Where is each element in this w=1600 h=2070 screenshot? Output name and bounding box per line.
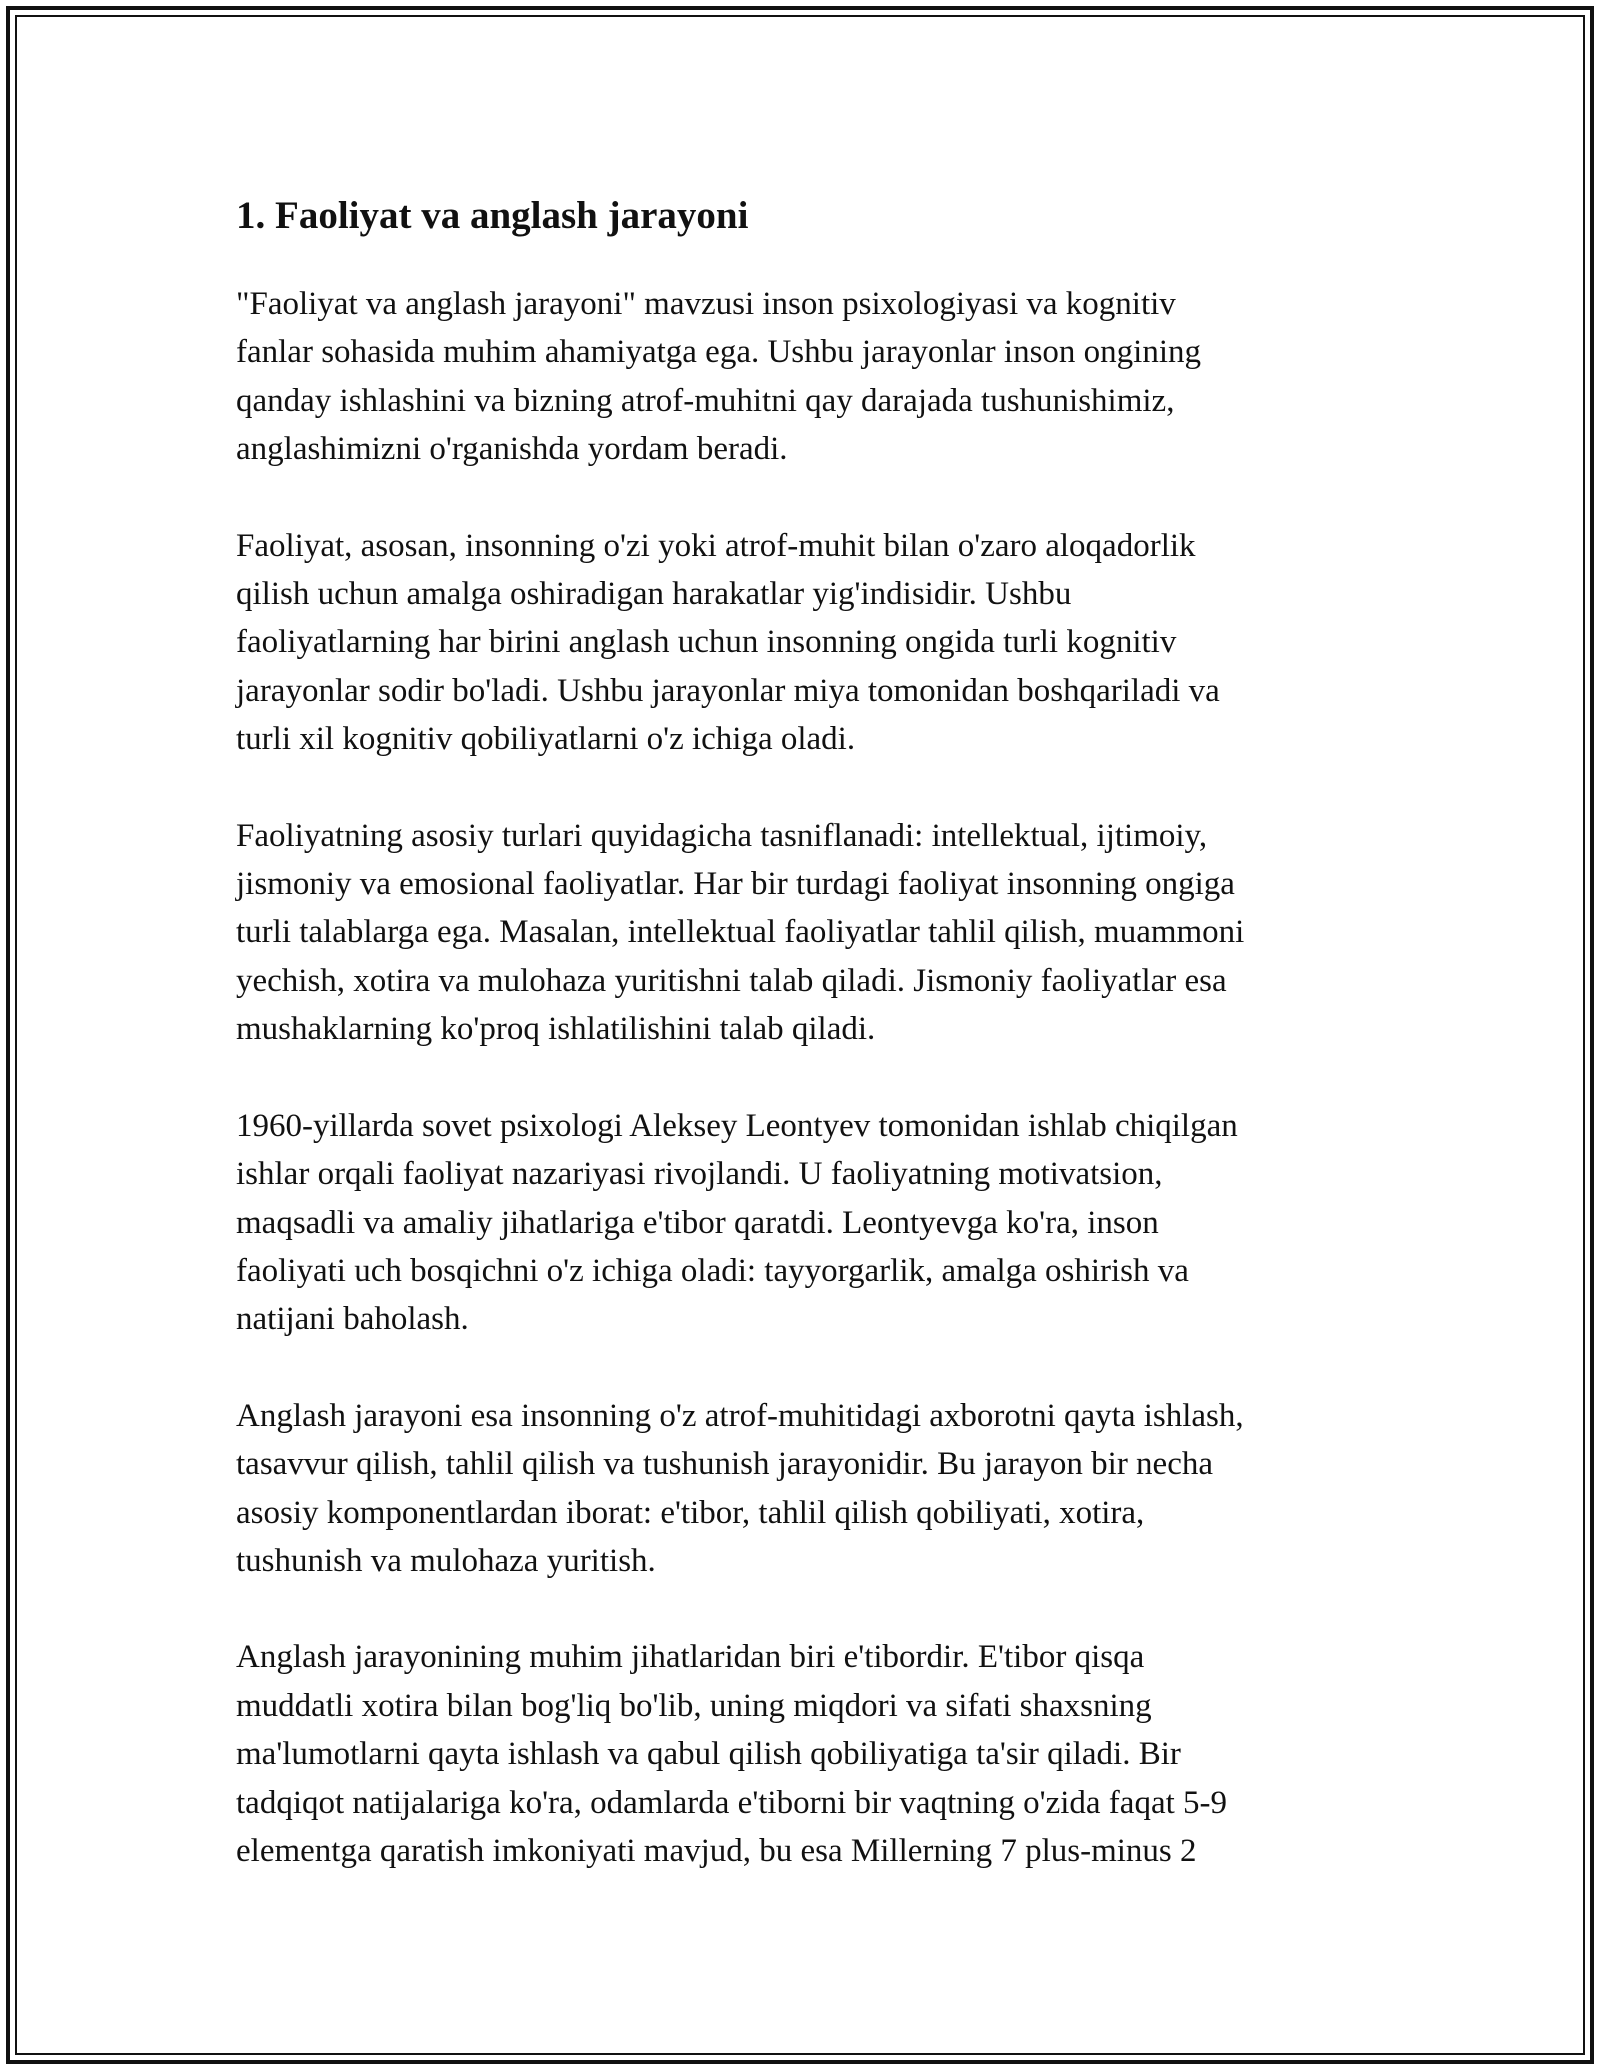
text-line: ishlar orqali faoliyat nazariyasi rivojlandi. U faoliyatning motivatsion, [236,1156,1163,1193]
text-line: tadqiqot natijalariga ko'ra, odamlarda e'tiborni bir vaqtning o'zida faqat 5-9 [236,1784,1227,1821]
text-line: jismoniy va emosional faoliyatlar. Har bir turdagi faoliyat insonning ongiga [236,866,1235,903]
text-line: elementga qaratish imkoniyati mavjud, bu esa Millerning 7 plus-minus 2 [236,1832,1197,1869]
text-line: anglashimizni o'rganishda yordam beradi. [236,431,788,468]
text-line: 1960-yillarda sovet psixologi Aleksey Leontyev tomonidan ishlab chiqilgan [236,1107,1238,1144]
text-line: fanlar sohasida muhim ahamiyatga ega. Ushbu jarayonlar inson ongining [236,334,1202,371]
text-line: turli xil kognitiv qobiliyatlarni o'z ichiga oladi. [236,721,856,758]
paragraph-leontyev-theory [236,1102,1376,1344]
text-line: faoliyati uch bosqichni o'z ichiga oladi: tayyorgarlik, amalga oshirish va [236,1252,1189,1289]
text-line: Anglash jarayonining muhim jihatlaridan biri e'tibordir. E'tibor qisqa [236,1639,1145,1676]
text-line: Faoliyatning asosiy turlari quyidagicha tasniflanadi: intellektual, ijtimoiy, [236,817,1208,854]
text-line: asosiy komponentlardan iborat: e'tibor, tahlil qilish qobiliyati, xotira, [236,1494,1145,1531]
text-line: Anglash jarayoni esa insonning o'z atrof-muhitidagi axborotni qayta ishlash, [236,1397,1244,1434]
text-line: Faoliyat, asosan, insonning o'zi yoki atrof-muhit bilan o'zaro aloqadorlik [236,527,1196,564]
text-line: "Faoliyat va anglash jarayoni" mavzusi inson psixologiyasi va kognitiv [236,286,1176,322]
text-line: jarayonlar sodir bo'ladi. Ushbu jarayonlar miya tomonidan boshqariladi va [236,672,1220,709]
text-line: tushunish va mulohaza yuritish. [236,1542,656,1579]
text-line: faoliyatlarning har birini anglash uchun insonning ongida turli kognitiv [236,624,1177,661]
paragraph-attention [236,1633,1376,1875]
text-line: yechish, xotira va mulohaza yuritishni talab qiladi. Jismoniy faoliyatlar esa [236,962,1227,999]
text-line: natijani baholash. [236,1301,469,1338]
text-line: muddatli xotira bilan bog'liq bo'lib, uning miqdori va sifati shaxsning [236,1687,1152,1724]
text-line: turli talablarga ega. Masalan, intellektual faoliyatlar tahlil qilish, muammoni [236,914,1245,951]
paragraph-activity-types [236,812,1376,1054]
text-line: mushaklarning ko'proq ishlatilishini talab qiladi. [236,1011,876,1048]
text-line: qilish uchun amalga oshiradigan harakatlar yig'indisidir. Ushbu [236,576,1072,613]
paragraph-cognition-process [236,1392,1376,1586]
paragraph-activity-definition [236,522,1376,764]
document-body [236,186,1376,1923]
text-line: qanday ishlashini va bizning atrof-muhitni qay darajada tushunishimiz, [236,382,1175,419]
text-line: maqsadli va amaliy jihatlariga e'tibor qaratdi. Leontyevga ko'ra, inson [236,1204,1159,1241]
section-title: 1. Faoliyat va anglash jarayoni [236,194,749,237]
paragraph-intro [236,280,1376,474]
text-line: ma'lumotlarni qayta ishlash va qabul qilish qobiliyatiga ta'sir qiladi. Bir [236,1736,1181,1773]
text-line: tasavvur qilish, tahlil qilish va tushunish jarayonidir. Bu jarayon bir necha [236,1446,1213,1483]
